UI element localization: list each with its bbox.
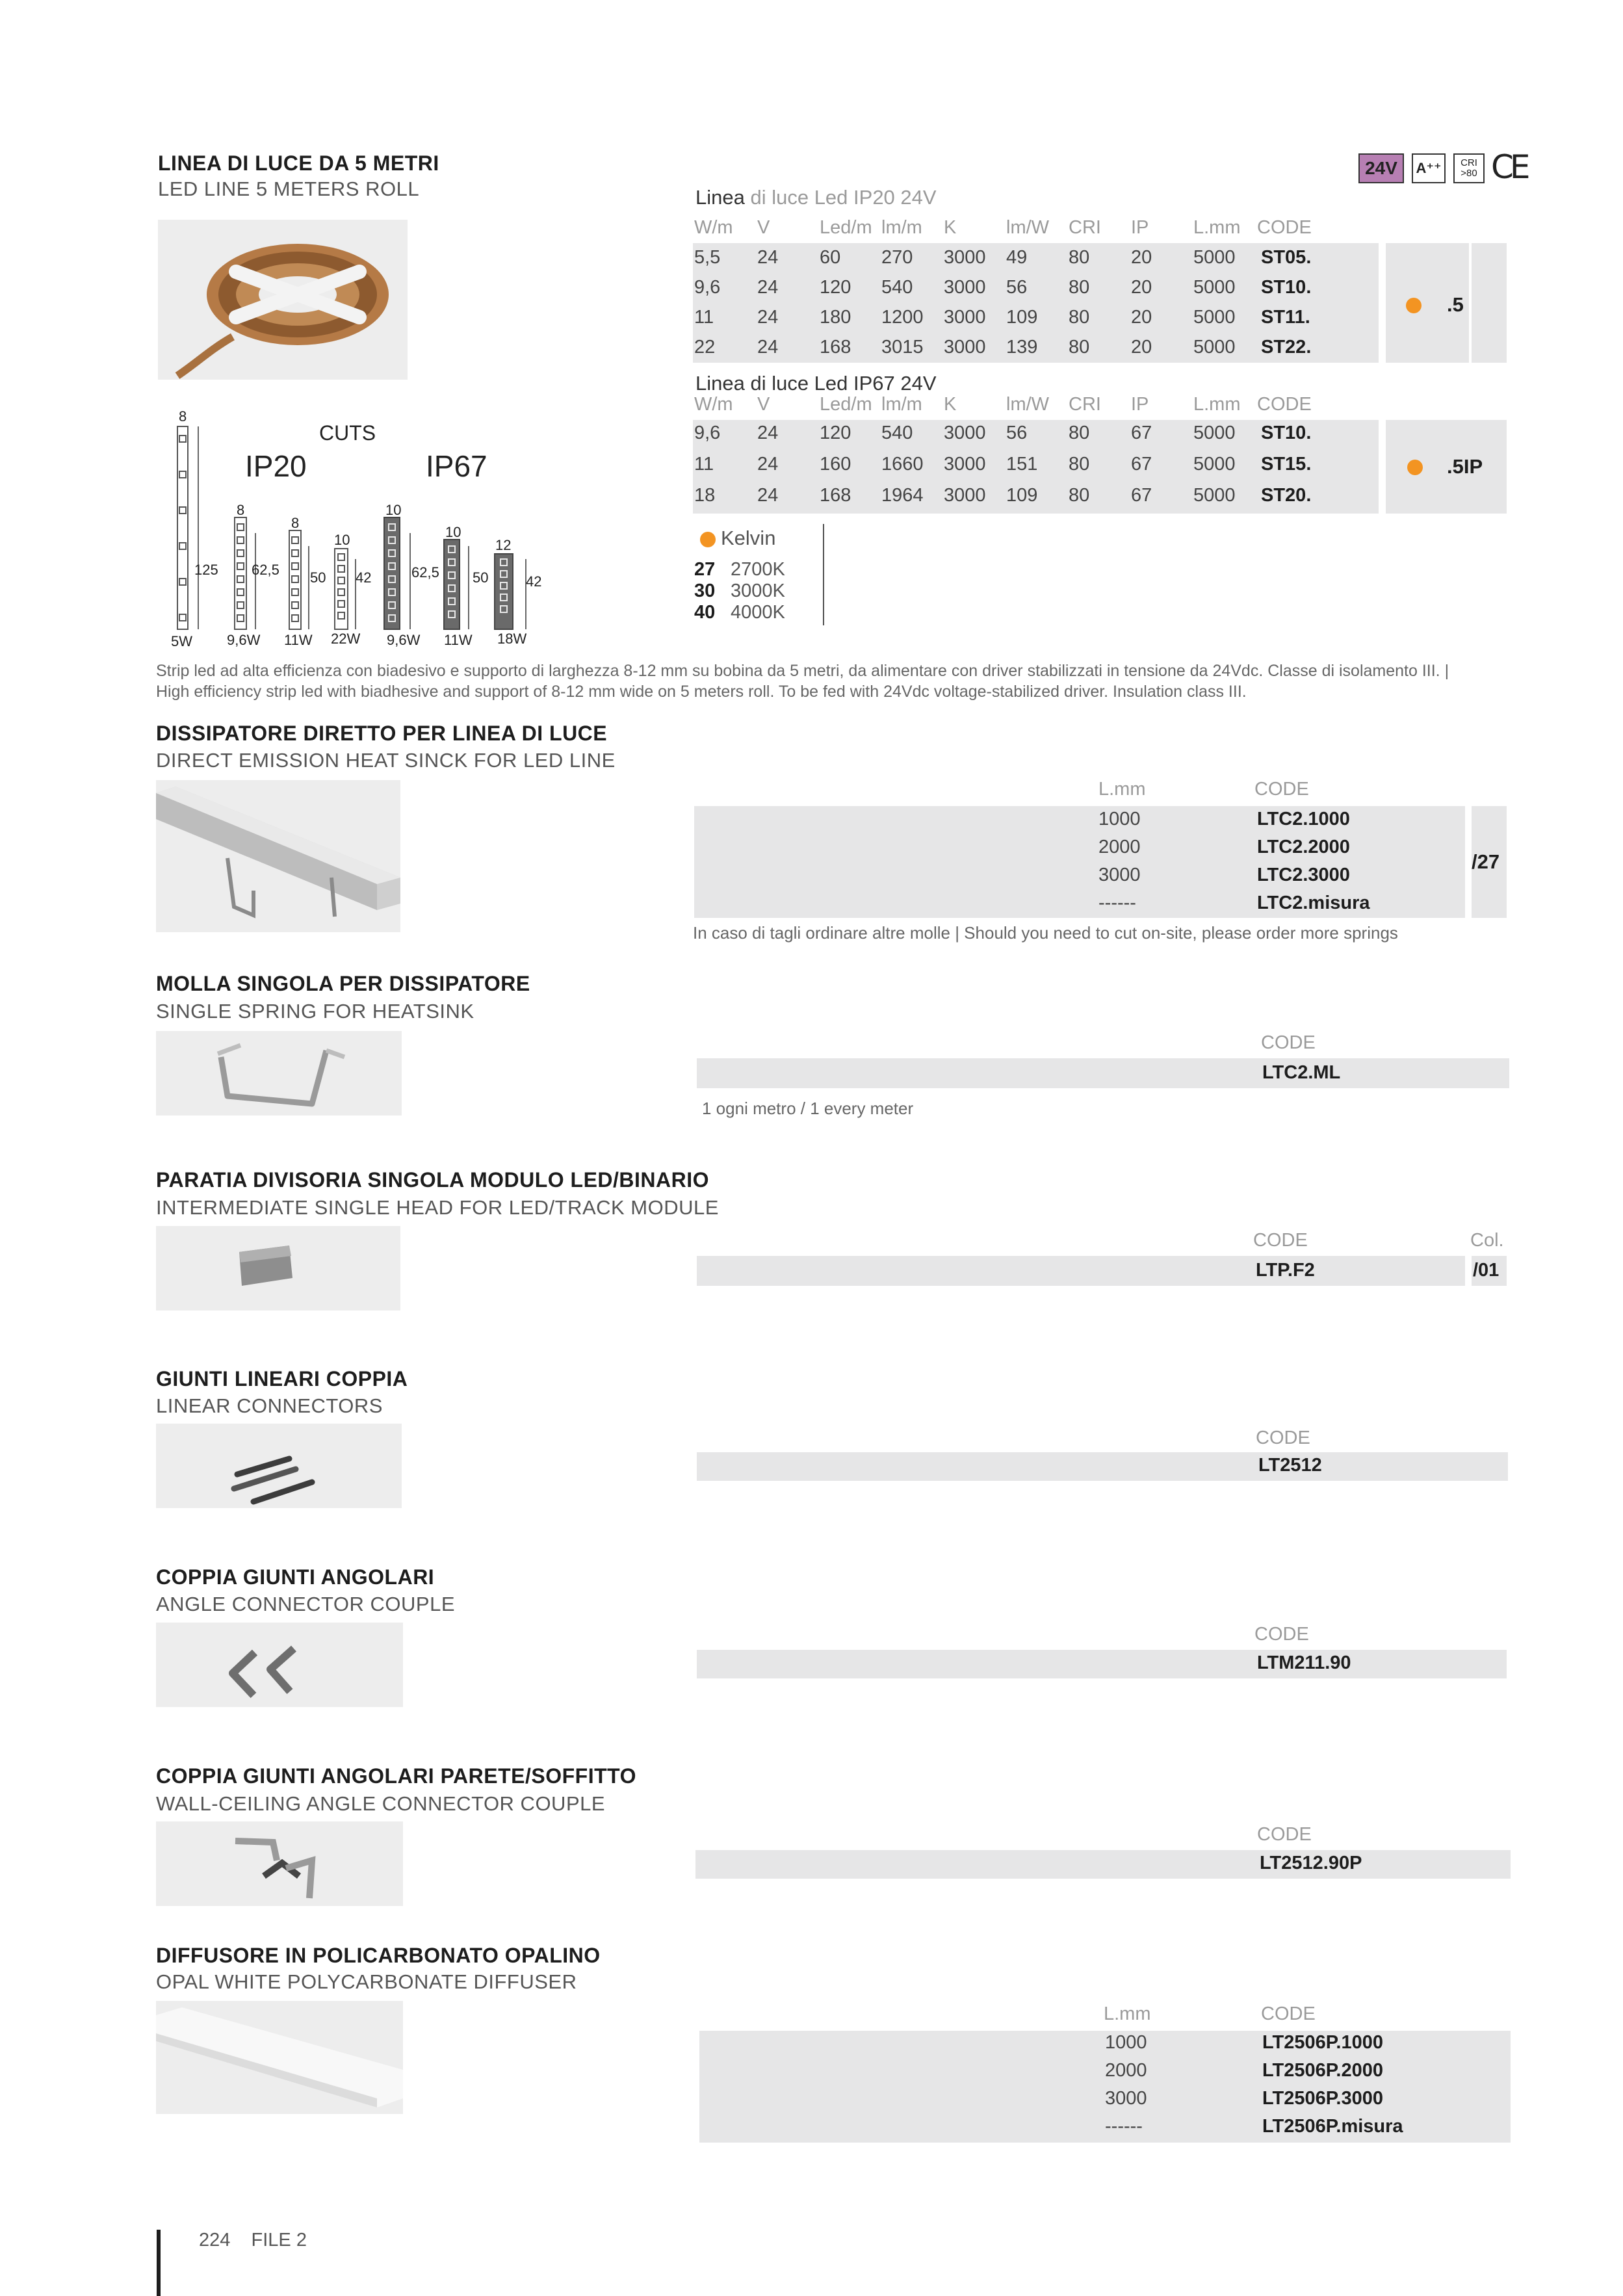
energy-class-badge <box>1412 153 1446 183</box>
table-ip20-cell: 11 <box>694 307 714 328</box>
table-ip20-cell: 120 <box>820 277 851 298</box>
table-ip67-header-cell: lm/W <box>1006 394 1050 415</box>
table-ip20-code-cell: ST22. <box>1261 337 1312 358</box>
table-ip20-cell: 139 <box>1006 337 1038 358</box>
table-ip20-header-cell: W/m <box>694 217 733 238</box>
table-ip67-header-cell: Led/m <box>820 394 872 415</box>
table-ip67-header-cell: CODE <box>1257 394 1312 415</box>
spring-photo <box>156 1031 402 1115</box>
diffuser-code-cell: LT2506P.2000 <box>1262 2060 1383 2081</box>
cuts-length-label: 62,5 <box>411 564 439 581</box>
table-ip67-cell: 18 <box>694 485 716 506</box>
table-ip67-cell: 67 <box>1131 454 1152 475</box>
table-ip20-cell: 22 <box>694 337 716 358</box>
table-ip67-cell: 67 <box>1131 485 1152 506</box>
angle-connector-band <box>697 1650 1507 1678</box>
section-2-title-it: DISSIPATORE DIRETTO PER LINEA DI LUCE <box>156 722 608 745</box>
diffuser-length-cell: 2000 <box>1105 2060 1147 2081</box>
table-ip67-cell: 168 <box>820 485 851 506</box>
linear-connector-image <box>156 1424 402 1508</box>
cuts-width-label: 10 <box>385 502 402 518</box>
section-7-title-it: COPPIA GIUNTI ANGOLARI PARETE/SOFFITTO <box>156 1764 637 1788</box>
kelvin-value: 3000K <box>731 581 785 601</box>
table-ip67-cell: 67 <box>1131 423 1152 443</box>
section-1-title-en: LED LINE 5 METERS ROLL <box>158 177 420 200</box>
kelvin-code: 27 <box>694 559 716 580</box>
table-ip20-cell: 80 <box>1069 337 1090 358</box>
linear-connector-code: LT2512 <box>1258 1455 1322 1476</box>
table-ip67-cell: 56 <box>1006 423 1028 443</box>
table-ip67-cell: 120 <box>820 423 851 443</box>
kelvin-list <box>694 559 785 623</box>
table-ip20-cell: 5000 <box>1193 307 1236 328</box>
cuts-watt-label: 9,6W <box>227 632 261 648</box>
table-ip20-header-cell: CRI <box>1069 217 1101 238</box>
table-ip20-cell: 24 <box>757 337 779 358</box>
cuts-width-label: 10 <box>445 524 461 540</box>
color-dot-icon <box>1406 298 1422 313</box>
table-ip20-cell: 168 <box>820 337 851 358</box>
head-image <box>156 1226 400 1311</box>
cuts-watt-label: 11W <box>444 632 473 648</box>
wall-ceiling-connector-image <box>156 1821 403 1906</box>
kelvin-value: 4000K <box>731 602 785 623</box>
kelvin-item <box>694 581 785 602</box>
heatsink-code-header: CODE <box>1254 779 1309 800</box>
section-3-title-it: MOLLA SINGOLA PER DISSIPATORE <box>156 972 530 995</box>
heatsink-length-header: L.mm <box>1098 779 1146 800</box>
cri-badge <box>1453 153 1485 183</box>
table-ip20-header-cell: Led/m <box>820 217 872 238</box>
table-ip20-cell: 80 <box>1069 277 1090 298</box>
diffuser-length-cell: ------ <box>1105 2116 1143 2137</box>
table-ip67-cell: 80 <box>1069 454 1090 475</box>
kelvin-item <box>694 559 785 581</box>
heatsink-photo <box>156 780 400 932</box>
table-ip67-suffix: .5IP <box>1447 455 1483 478</box>
diffuser-length-header: L.mm <box>1104 2003 1151 2024</box>
heatsink-code-cell: LTC2.1000 <box>1257 809 1350 829</box>
table-ip67-cell: 11 <box>694 454 714 475</box>
heatsink-code-cell: LTC2.3000 <box>1257 865 1350 885</box>
kelvin-code: 30 <box>694 581 716 601</box>
table-ip20-header-cell: lm/m <box>881 217 922 238</box>
diffuser-length-cell: 1000 <box>1105 2032 1147 2053</box>
spring-note: 1 ogni metro / 1 every meter <box>702 1099 914 1118</box>
diffuser-image <box>156 2001 403 2114</box>
footer-section: FILE 2 <box>251 2230 307 2250</box>
table-ip20-header-cell: lm/W <box>1006 217 1050 238</box>
table-ip20-cell: 109 <box>1006 307 1038 328</box>
cuts-length-label: 42 <box>526 573 542 590</box>
linear-connector-photo <box>156 1424 402 1508</box>
table-ip20-cell: 3000 <box>944 307 986 328</box>
table-ip20-cell: 80 <box>1069 247 1090 268</box>
page-number: 224 <box>199 2230 231 2250</box>
table-ip20-cell: 20 <box>1131 247 1152 268</box>
table-ip20-header-cell: V <box>757 217 770 238</box>
table-ip20-cell: 9,6 <box>694 277 721 298</box>
cuts-length-label: 42 <box>356 569 372 586</box>
table-ip67-cell: 160 <box>820 454 851 475</box>
kelvin-item <box>694 602 785 623</box>
heatsink-suffix: /27 <box>1472 850 1500 873</box>
description-en: High efficiency strip led with biadhesive and support of 8-12 mm wide on 5 meters roll. To be fed with 24Vdc voltage-stabilized driver. Insulation class III. <box>156 683 1247 701</box>
table-ip20-cell: 24 <box>757 307 779 328</box>
cuts-length-label: 50 <box>473 569 489 586</box>
section-7-title-en: WALL-CEILING ANGLE CONNECTOR COUPLE <box>156 1792 606 1815</box>
cuts-width-label: 8 <box>237 502 245 518</box>
footer <box>199 2230 307 2251</box>
table-ip20-cell: 1200 <box>881 307 924 328</box>
table-ip20-cell: 20 <box>1131 307 1152 328</box>
table-ip67-cell: 1660 <box>881 454 924 475</box>
head-band <box>697 1256 1465 1286</box>
diffuser-length-cell: 3000 <box>1105 2088 1147 2109</box>
table-ip20-cell: 60 <box>820 247 841 268</box>
table-ip67-header-cell: CRI <box>1069 394 1101 415</box>
led-roll-image <box>158 220 408 380</box>
table-ip67-cell: 3000 <box>944 423 986 443</box>
linear-connector-band <box>697 1452 1508 1481</box>
table-ip20-code-cell: ST11. <box>1261 307 1310 328</box>
cri-value: >80 <box>1461 168 1477 179</box>
cuts-watt-label: 11W <box>284 632 313 648</box>
cuts-ip67-label: IP67 <box>426 449 487 483</box>
heatsink-code-cell: LTC2.2000 <box>1257 837 1350 857</box>
cuts-width-label: 8 <box>291 515 300 531</box>
table-ip20-cell: 5000 <box>1193 337 1236 358</box>
table-ip67-cell: 151 <box>1006 454 1038 475</box>
table-ip67-header-cell: IP <box>1131 394 1149 415</box>
table-ip67-cell: 9,6 <box>694 423 721 443</box>
table-ip20-cell: 24 <box>757 277 779 298</box>
kelvin-divider <box>823 524 824 625</box>
table-ip67-cell: 3000 <box>944 454 986 475</box>
table-ip20-cell: 3000 <box>944 277 986 298</box>
table-ip20-cell: 270 <box>881 247 913 268</box>
divider <box>1469 243 1472 363</box>
table-ip67-cell: 5000 <box>1193 423 1236 443</box>
table-ip67-cell: 5000 <box>1193 485 1236 506</box>
table-ip20-cell: 80 <box>1069 307 1090 328</box>
cuts-watt-label: 18W <box>497 631 527 647</box>
section-4-title-it: PARATIA DIVISORIA SINGOLA MODULO LED/BINARIO <box>156 1168 710 1192</box>
table-ip20-cell: 5,5 <box>694 247 721 268</box>
table-ip20-cell: 20 <box>1131 277 1152 298</box>
angle-connector-code: LTM211.90 <box>1257 1652 1351 1673</box>
diffuser-code-header: CODE <box>1261 2003 1316 2024</box>
wall-ceiling-code-header: CODE <box>1257 1824 1312 1845</box>
table-ip20-cell: 5000 <box>1193 247 1236 268</box>
divider <box>1465 1256 1472 1286</box>
table-ip20-cell: 24 <box>757 247 779 268</box>
voltage-badge <box>1358 153 1404 183</box>
table-ip20-header-cell: K <box>944 217 957 238</box>
linear-connector-code-header: CODE <box>1256 1428 1310 1448</box>
diffuser-code-cell: LT2506P.1000 <box>1262 2032 1383 2053</box>
spring-band <box>697 1058 1509 1088</box>
heatsink-note: In caso di tagli ordinare altre molle | Should you need to cut on-site, please order more springs <box>693 923 1398 943</box>
diffuser-photo <box>156 2001 403 2114</box>
led-roll-photo <box>158 220 408 380</box>
spring-code-header: CODE <box>1261 1032 1316 1053</box>
spring-image <box>156 1031 402 1115</box>
table-ip20-header-cell: IP <box>1131 217 1149 238</box>
head-code: LTP.F2 <box>1256 1260 1315 1281</box>
table-ip67-cell: 540 <box>881 423 913 443</box>
cuts-ip20-label: IP20 <box>245 449 307 483</box>
table-ip20-title-strong: Linea <box>695 186 745 209</box>
cuts-length-label: 125 <box>194 562 218 578</box>
table-ip67-cell: 1964 <box>881 485 924 506</box>
wall-ceiling-band <box>695 1850 1511 1879</box>
heatsink-length-cell: 2000 <box>1098 837 1141 857</box>
heatsink-length-cell: 3000 <box>1098 865 1141 885</box>
table-ip67-header-cell: K <box>944 394 957 415</box>
section-4-title-en: INTERMEDIATE SINGLE HEAD FOR LED/TRACK MODULE <box>156 1196 719 1219</box>
wall-ceiling-connector-photo <box>156 1821 403 1906</box>
divider <box>1382 243 1383 363</box>
diffuser-code-cell: LT2506P.misura <box>1262 2116 1403 2137</box>
ce-label: CE <box>1491 148 1527 186</box>
angle-connector-photo <box>156 1623 403 1707</box>
table-ip20-cell: 49 <box>1006 247 1028 268</box>
spring-code: LTC2.ML <box>1262 1062 1341 1083</box>
table-ip67-cell: 24 <box>757 485 779 506</box>
table-ip67-code-cell: ST15. <box>1261 454 1312 475</box>
cri-label: CRI <box>1461 157 1477 168</box>
kelvin-code: 40 <box>694 602 716 623</box>
table-ip20-cell: 56 <box>1006 277 1028 298</box>
ce-mark <box>1491 148 1527 186</box>
cuts-width-label: 8 <box>179 408 187 424</box>
section-5-title-it: GIUNTI LINEARI COPPIA <box>156 1367 408 1390</box>
heatsink-length-cell: ------ <box>1098 893 1136 913</box>
table-ip67-title: Linea di luce Led IP67 24V <box>695 372 937 395</box>
cuts-diagram <box>158 403 548 657</box>
cuts-watt-label: 5W <box>171 633 192 649</box>
diffuser-code-cell: LT2506P.3000 <box>1262 2088 1383 2109</box>
head-code-header: CODE <box>1253 1230 1308 1251</box>
footer-bar <box>157 2230 161 2296</box>
kelvin-label: Kelvin <box>721 527 776 549</box>
table-ip20-cell: 180 <box>820 307 851 328</box>
table-ip20-cell: 3000 <box>944 247 986 268</box>
wall-ceiling-code: LT2512.90P <box>1260 1853 1362 1873</box>
heatsink-length-cell: 1000 <box>1098 809 1141 829</box>
angle-connector-code-header: CODE <box>1254 1624 1309 1645</box>
heatsink-code-cell: LTC2.misura <box>1257 893 1370 913</box>
table-ip20-header-cell: CODE <box>1257 217 1312 238</box>
head-col: /01 <box>1473 1260 1500 1281</box>
table-ip67-header-cell: W/m <box>694 394 733 415</box>
table-ip20-cell: 5000 <box>1193 277 1236 298</box>
section-6-title-en: ANGLE CONNECTOR COUPLE <box>156 1593 456 1615</box>
section-1-title-it: LINEA DI LUCE DA 5 METRI <box>158 151 439 175</box>
table-ip67-cell: 80 <box>1069 485 1090 506</box>
section-6-title-it: COPPIA GIUNTI ANGOLARI <box>156 1565 435 1589</box>
kelvin-value: 2700K <box>731 559 785 580</box>
voltage-label: 24V <box>1365 158 1397 178</box>
table-ip67-cell: 24 <box>757 423 779 443</box>
section-2-title-en: DIRECT EMISSION HEAT SINCK FOR LED LINE <box>156 749 616 772</box>
table-ip67-cell: 80 <box>1069 423 1090 443</box>
angle-connector-image <box>156 1623 403 1707</box>
table-ip20-suffix: .5 <box>1447 293 1464 316</box>
table-ip20-cell: 540 <box>881 277 913 298</box>
kelvin-dot-icon <box>700 532 716 547</box>
table-ip20-code-cell: ST10. <box>1261 277 1312 298</box>
color-dot-icon <box>1407 460 1423 475</box>
table-ip20-code-cell: ST05. <box>1261 247 1312 268</box>
cuts-length-label: 62,5 <box>252 562 279 578</box>
table-ip20-header-cell: L.mm <box>1193 217 1241 238</box>
table-ip67-cell: 24 <box>757 454 779 475</box>
description-it: Strip led ad alta efficienza con biadesivo e supporto di larghezza 8-12 mm su bobina da 5 metri, da alimentare con driver stabilizzati in tensione da 24Vdc. Classe di isolamento III. | <box>156 662 1449 680</box>
section-3-title-en: SINGLE SPRING FOR HEATSINK <box>156 1000 474 1023</box>
head-photo <box>156 1226 400 1311</box>
section-8-title-it: DIFFUSORE IN POLICARBONATO OPALINO <box>156 1944 601 1967</box>
table-ip67-header-cell: lm/m <box>881 394 922 415</box>
table-ip20-cell: 20 <box>1131 337 1152 358</box>
table-ip20-cell: 3000 <box>944 337 986 358</box>
table-ip20-title <box>695 186 937 209</box>
cuts-title: CUTS <box>319 421 376 445</box>
divider <box>1465 806 1472 918</box>
table-ip67-cell: 3000 <box>944 485 986 506</box>
energy-class-label: A⁺⁺ <box>1416 160 1442 176</box>
table-ip67-code-cell: ST10. <box>1261 423 1312 443</box>
section-8-title-en: OPAL WHITE POLYCARBONATE DIFFUSER <box>156 1970 577 1993</box>
heatsink-image <box>156 780 400 932</box>
table-ip67-code-cell: ST20. <box>1261 485 1312 506</box>
table-ip67-header-cell: V <box>757 394 770 415</box>
cuts-width-label: 12 <box>495 537 512 553</box>
table-ip20-cell: 3015 <box>881 337 924 358</box>
table-ip67-color-band <box>1386 420 1507 514</box>
table-ip67-cell: 5000 <box>1193 454 1236 475</box>
head-col-header: Col. <box>1470 1230 1504 1251</box>
cuts-watt-label: 9,6W <box>387 632 421 648</box>
cuts-watt-label: 22W <box>331 631 361 647</box>
table-ip67-header-cell: L.mm <box>1193 394 1241 415</box>
section-5-title-en: LINEAR CONNECTORS <box>156 1394 383 1417</box>
cuts-width-label: 10 <box>334 532 350 548</box>
cuts-length-label: 50 <box>310 569 326 586</box>
table-ip20-title-light: di luce Led IP20 24V <box>744 186 937 209</box>
table-ip20-color-band <box>1386 243 1507 363</box>
table-ip67-cell: 109 <box>1006 485 1038 506</box>
